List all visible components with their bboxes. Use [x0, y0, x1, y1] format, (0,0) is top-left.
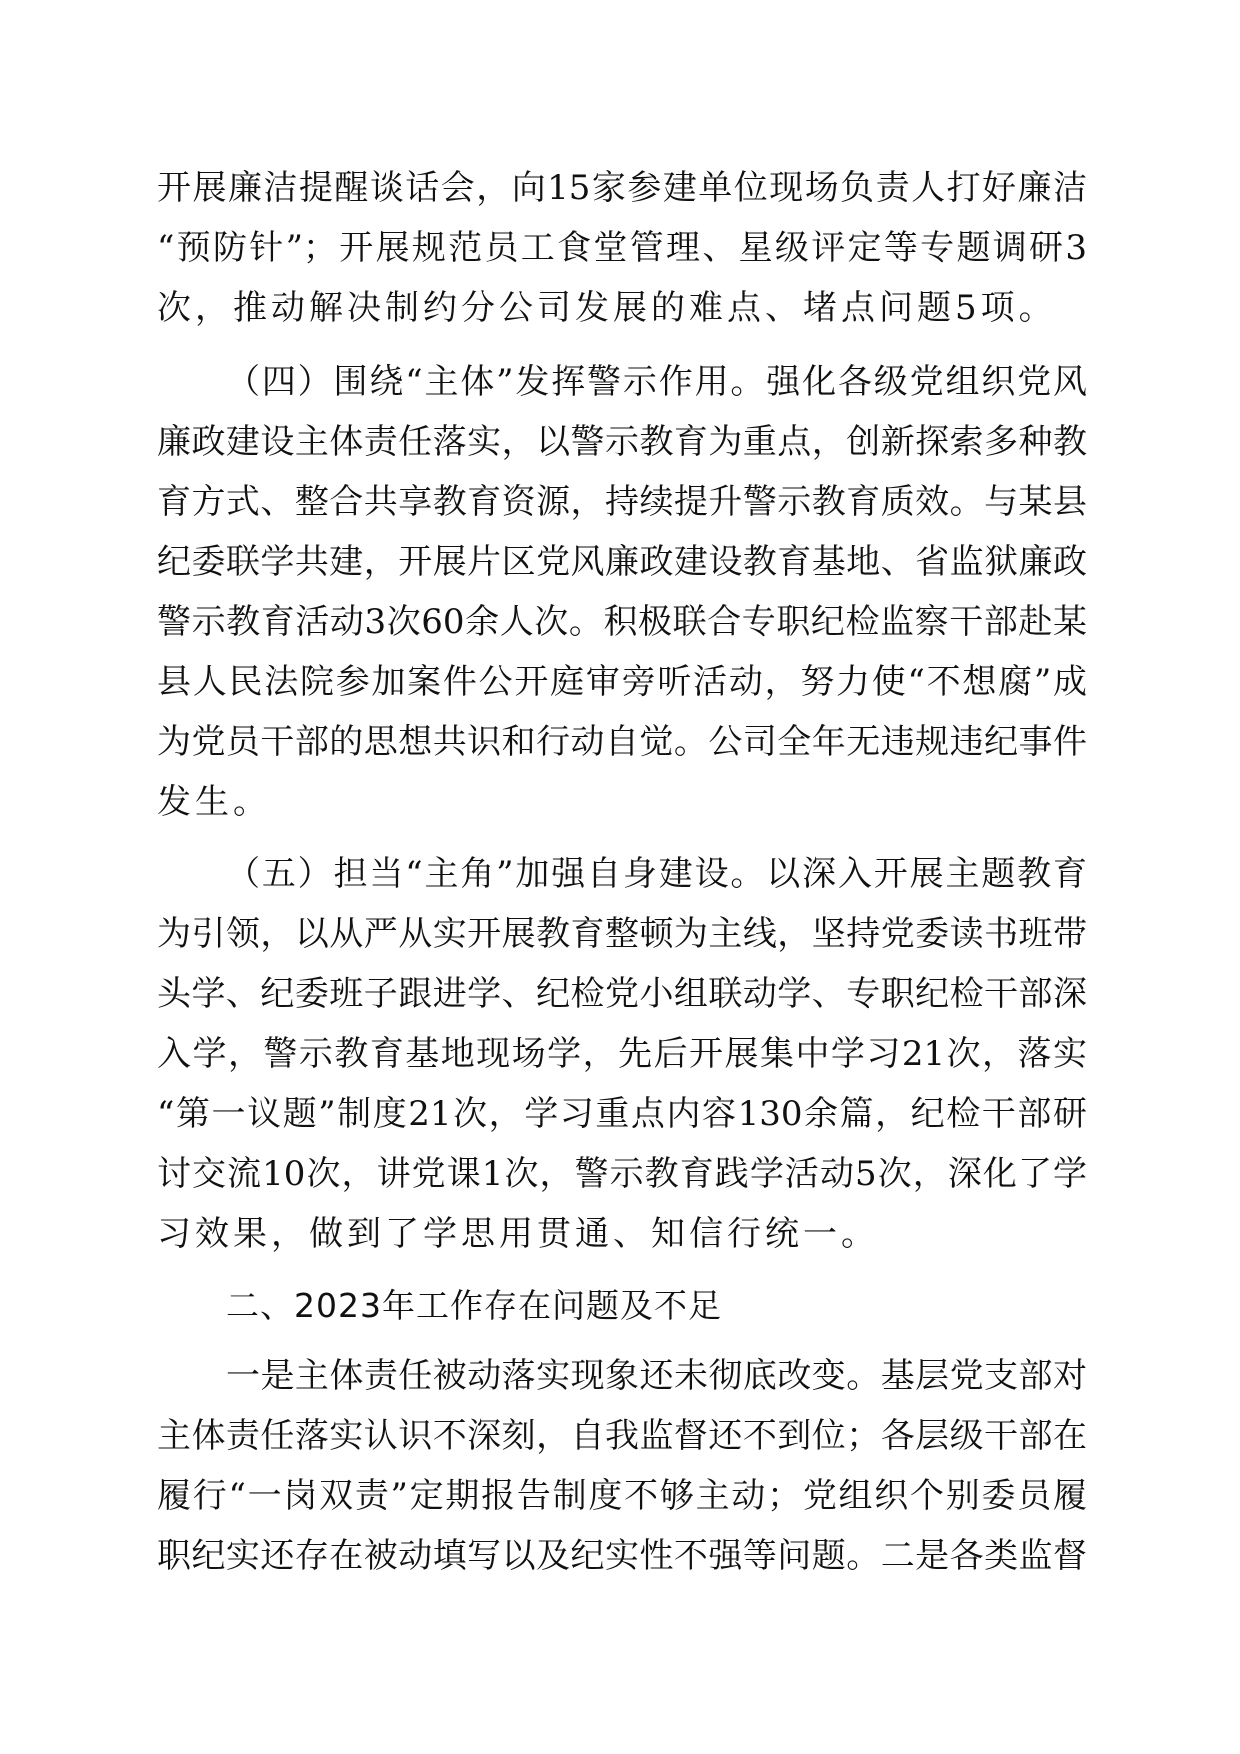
paragraph-line: 县人民法院参加案件公开庭审旁听活动，努力使“不想腐”成 — [157, 662, 1087, 702]
paragraph-line: 头学、纪委班子跟进学、纪检党小组联动学、专职纪检干部深 — [157, 974, 1087, 1014]
section-four-heading-line: （四）围绕“主体”发挥警示作用。强化各级党组织党风 — [226, 362, 1087, 402]
paragraph-line: 一是主体责任被动落实现象还未彻底改变。基层党支部对 — [226, 1356, 1087, 1396]
paragraph-line: 纪委联学共建，开展片区党风廉政建设教育基地、省监狱廉政 — [157, 542, 1087, 582]
paragraph-line: 入学，警示教育基地现场学，先后开展集中学习21次，落实 — [157, 1034, 1087, 1074]
paragraph-line: 次，推动解决制约分公司发展的难点、堵点问题5项。 — [157, 288, 1057, 328]
paragraph-line: 为党员干部的思想共识和行动自觉。公司全年无违规违纪事件 — [157, 722, 1087, 762]
paragraph-line: 廉政建设主体责任落实，以警示教育为重点，创新探索多种教 — [157, 422, 1087, 462]
section-two-heading: 二、2023年工作存在问题及不足 — [226, 1286, 722, 1325]
paragraph-line: 履行“一岗双责”定期报告制度不够主动；党组织个别委员履 — [157, 1476, 1087, 1516]
section-five-heading-line: （五）担当“主角”加强自身建设。以深入开展主题教育 — [226, 854, 1087, 894]
paragraph-line: 为引领，以从严从实开展教育整顿为主线，坚持党委读书班带 — [157, 914, 1087, 954]
paragraph-line: 职纪实还存在被动填写以及纪实性不强等问题。二是各类监督 — [157, 1536, 1087, 1576]
paragraph-line: 开展廉洁提醒谈话会，向15家参建单位现场负责人打好廉洁 — [157, 168, 1087, 208]
paragraph-line: 发生。 — [157, 782, 271, 822]
paragraph-line: “第一议题”制度21次，学习重点内容130余篇，纪检干部研 — [157, 1094, 1087, 1134]
paragraph-line: 主体责任落实认识不深刻，自我监督还不到位；各层级干部在 — [157, 1416, 1087, 1456]
paragraph-line: 育方式、整合共享教育资源，持续提升警示教育质效。与某县 — [157, 482, 1087, 522]
paragraph-line: 警示教育活动3次60余人次。积极联合专职纪检监察干部赴某 — [157, 602, 1087, 642]
paragraph-line: 习效果，做到了学思用贯通、知信行统一。 — [157, 1214, 879, 1254]
paragraph-line: 讨交流10次，讲党课1次，警示教育践学活动5次，深化了学 — [157, 1154, 1087, 1194]
paragraph-line: “预防针”；开展规范员工食堂管理、星级评定等专题调研3 — [157, 228, 1087, 268]
